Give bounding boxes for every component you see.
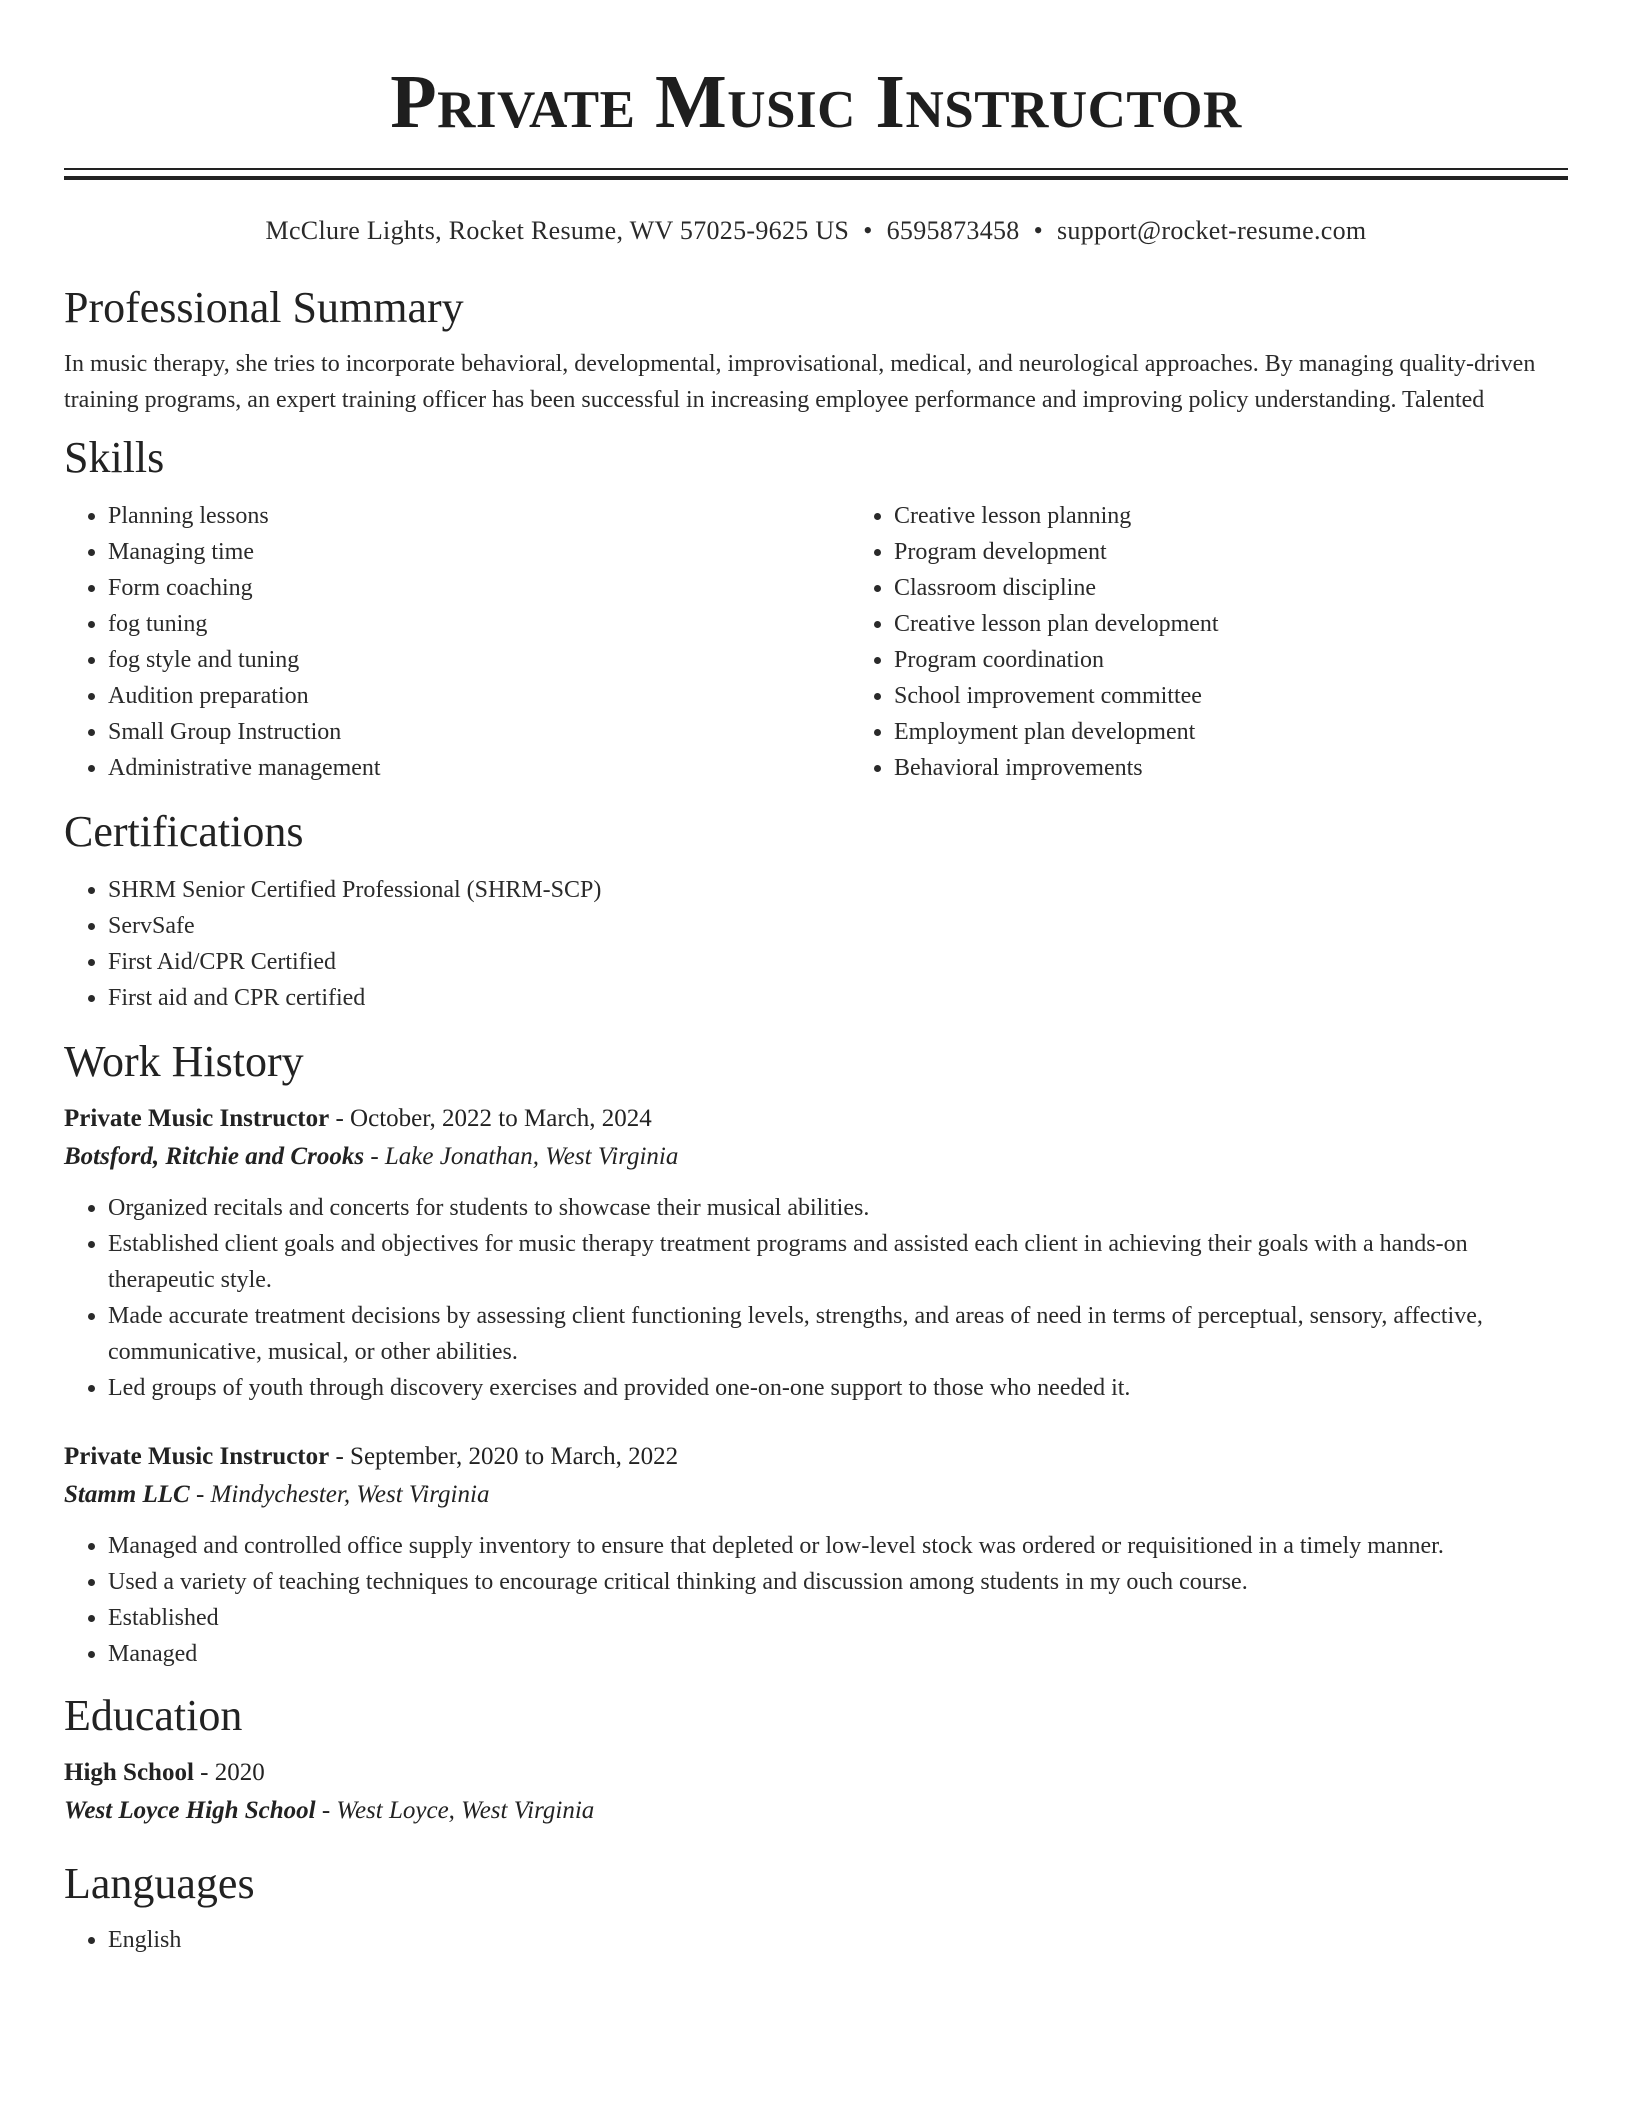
job-title-line: [64, 1100, 1568, 1138]
contact-line: [64, 216, 1568, 246]
skill-item: • Creative lesson plan development: [894, 606, 1219, 642]
title-divider: [64, 168, 1568, 180]
job-entry: [64, 1100, 1568, 1406]
skills-left-list: [64, 498, 850, 786]
job-title: Private Music Instructor: [64, 1105, 330, 1132]
job-title-line: [64, 1438, 1568, 1476]
skill-item: • School improvement committee: [894, 678, 1219, 714]
job-company-line: [64, 1138, 1568, 1176]
skills-heading: Skills: [64, 433, 165, 482]
skill-item: • Creative lesson planning: [894, 498, 1219, 534]
contact-address: McClure Lights, Rocket Resume, WV 57025-9625 US: [265, 216, 850, 245]
summary-heading: Professional Summary: [64, 283, 464, 332]
skills-grid: [64, 498, 1568, 786]
summary-text: In music therapy, she tries to incorporate behavioral, developmental, improvisational, medical, and neurological approaches. By managing quality-driven training programs, an expert training officer has been successful in increasing employee performance and improving policy understanding. Talented: [64, 351, 1536, 413]
education-degree: High School: [64, 1759, 194, 1786]
skill-item: • fog tuning: [108, 606, 850, 642]
job-company: Botsford, Ritchie and Crooks: [64, 1143, 365, 1170]
skill-item: • Planning lessons: [108, 498, 850, 534]
job-entry: [64, 1438, 1568, 1672]
job-bullets: [64, 1528, 1568, 1672]
skill-item: • Small Group Instruction: [108, 714, 850, 750]
skill-item: • Employment plan development: [894, 714, 1219, 750]
job-title: Private Music Instructor: [64, 1443, 330, 1470]
skill-item: • Audition preparation: [108, 678, 850, 714]
skill-item: • Managing time: [108, 534, 850, 570]
education-heading: Education: [64, 1691, 243, 1740]
job-company-line: [64, 1476, 1568, 1514]
job-dates: - October, 2022 to March, 2024: [329, 1105, 652, 1132]
skills-right-list: [850, 498, 1219, 786]
education-degree-line: [64, 1754, 1568, 1792]
job-company: Stamm LLC: [64, 1481, 190, 1508]
contact-separator: •: [1033, 216, 1044, 245]
language-item: • English: [108, 1922, 1568, 1958]
skill-item: • Behavioral improvements: [894, 750, 1219, 786]
work-history-heading: Work History: [64, 1037, 304, 1086]
job-bullet: • Used a variety of teaching techniques to encourage critical thinking and discussion among students in my ouch course.: [108, 1564, 1568, 1600]
skill-item: • Program development: [894, 534, 1219, 570]
skill-item: • Program coordination: [894, 642, 1219, 678]
certifications-heading: Certifications: [64, 807, 304, 856]
job-bullet: • Established: [108, 1600, 1568, 1636]
job-bullets: [64, 1190, 1568, 1406]
skill-item: • Administrative management: [108, 750, 850, 786]
job-bullet: • Led groups of youth through discovery exercises and provided one-on-one support to those who needed it.: [108, 1370, 1568, 1406]
job-bullet: • Managed: [108, 1636, 1568, 1672]
certification-item: • SHRM Senior Certified Professional (SHRM-SCP): [108, 872, 1568, 908]
skill-item: • Classroom discipline: [894, 570, 1219, 606]
education-location: - West Loyce, West Virginia: [315, 1797, 595, 1824]
contact-phone: 6595873458: [886, 216, 1020, 245]
certification-item: • ServSafe: [108, 908, 1568, 944]
contact-separator: •: [863, 216, 873, 245]
job-bullet: • Organized recitals and concerts for students to showcase their musical abilities.: [108, 1190, 1568, 1226]
certification-item: • First aid and CPR certified: [108, 980, 1568, 1016]
job-location: - Mindychester, West Virginia: [189, 1481, 490, 1508]
education-school: West Loyce High School: [64, 1797, 316, 1824]
job-bullet: • Managed and controlled office supply inventory to ensure that depleted or low-level stock was ordered or requisitioned in a timely manner.: [108, 1528, 1568, 1564]
languages-list: [64, 1922, 1568, 1958]
skill-item: • fog style and tuning: [108, 642, 850, 678]
education-school-line: [64, 1792, 1568, 1830]
job-location: - Lake Jonathan, West Virginia: [364, 1143, 679, 1170]
job-bullet: • Established client goals and objectives for music therapy treatment programs and assisted each client in achieving their goals with a hands-on therapeutic style.: [108, 1226, 1568, 1298]
education-year: - 2020: [193, 1759, 265, 1786]
education-entry: [64, 1754, 1568, 1830]
languages-heading: Languages: [64, 1859, 255, 1908]
certification-item: • First Aid/CPR Certified: [108, 944, 1568, 980]
contact-email: support@rocket-resume.com: [1057, 216, 1367, 245]
certifications-list: [64, 872, 1568, 1016]
job-bullet: • Made accurate treatment decisions by assessing client functioning levels, strengths, and areas of need in terms of perceptual, sensory, affective, communicative, musical, or other abilities.: [108, 1298, 1568, 1370]
skill-item: • Form coaching: [108, 570, 850, 606]
job-dates: - September, 2020 to March, 2022: [329, 1443, 679, 1470]
resume-title: Private Music Instructor: [390, 60, 1242, 144]
